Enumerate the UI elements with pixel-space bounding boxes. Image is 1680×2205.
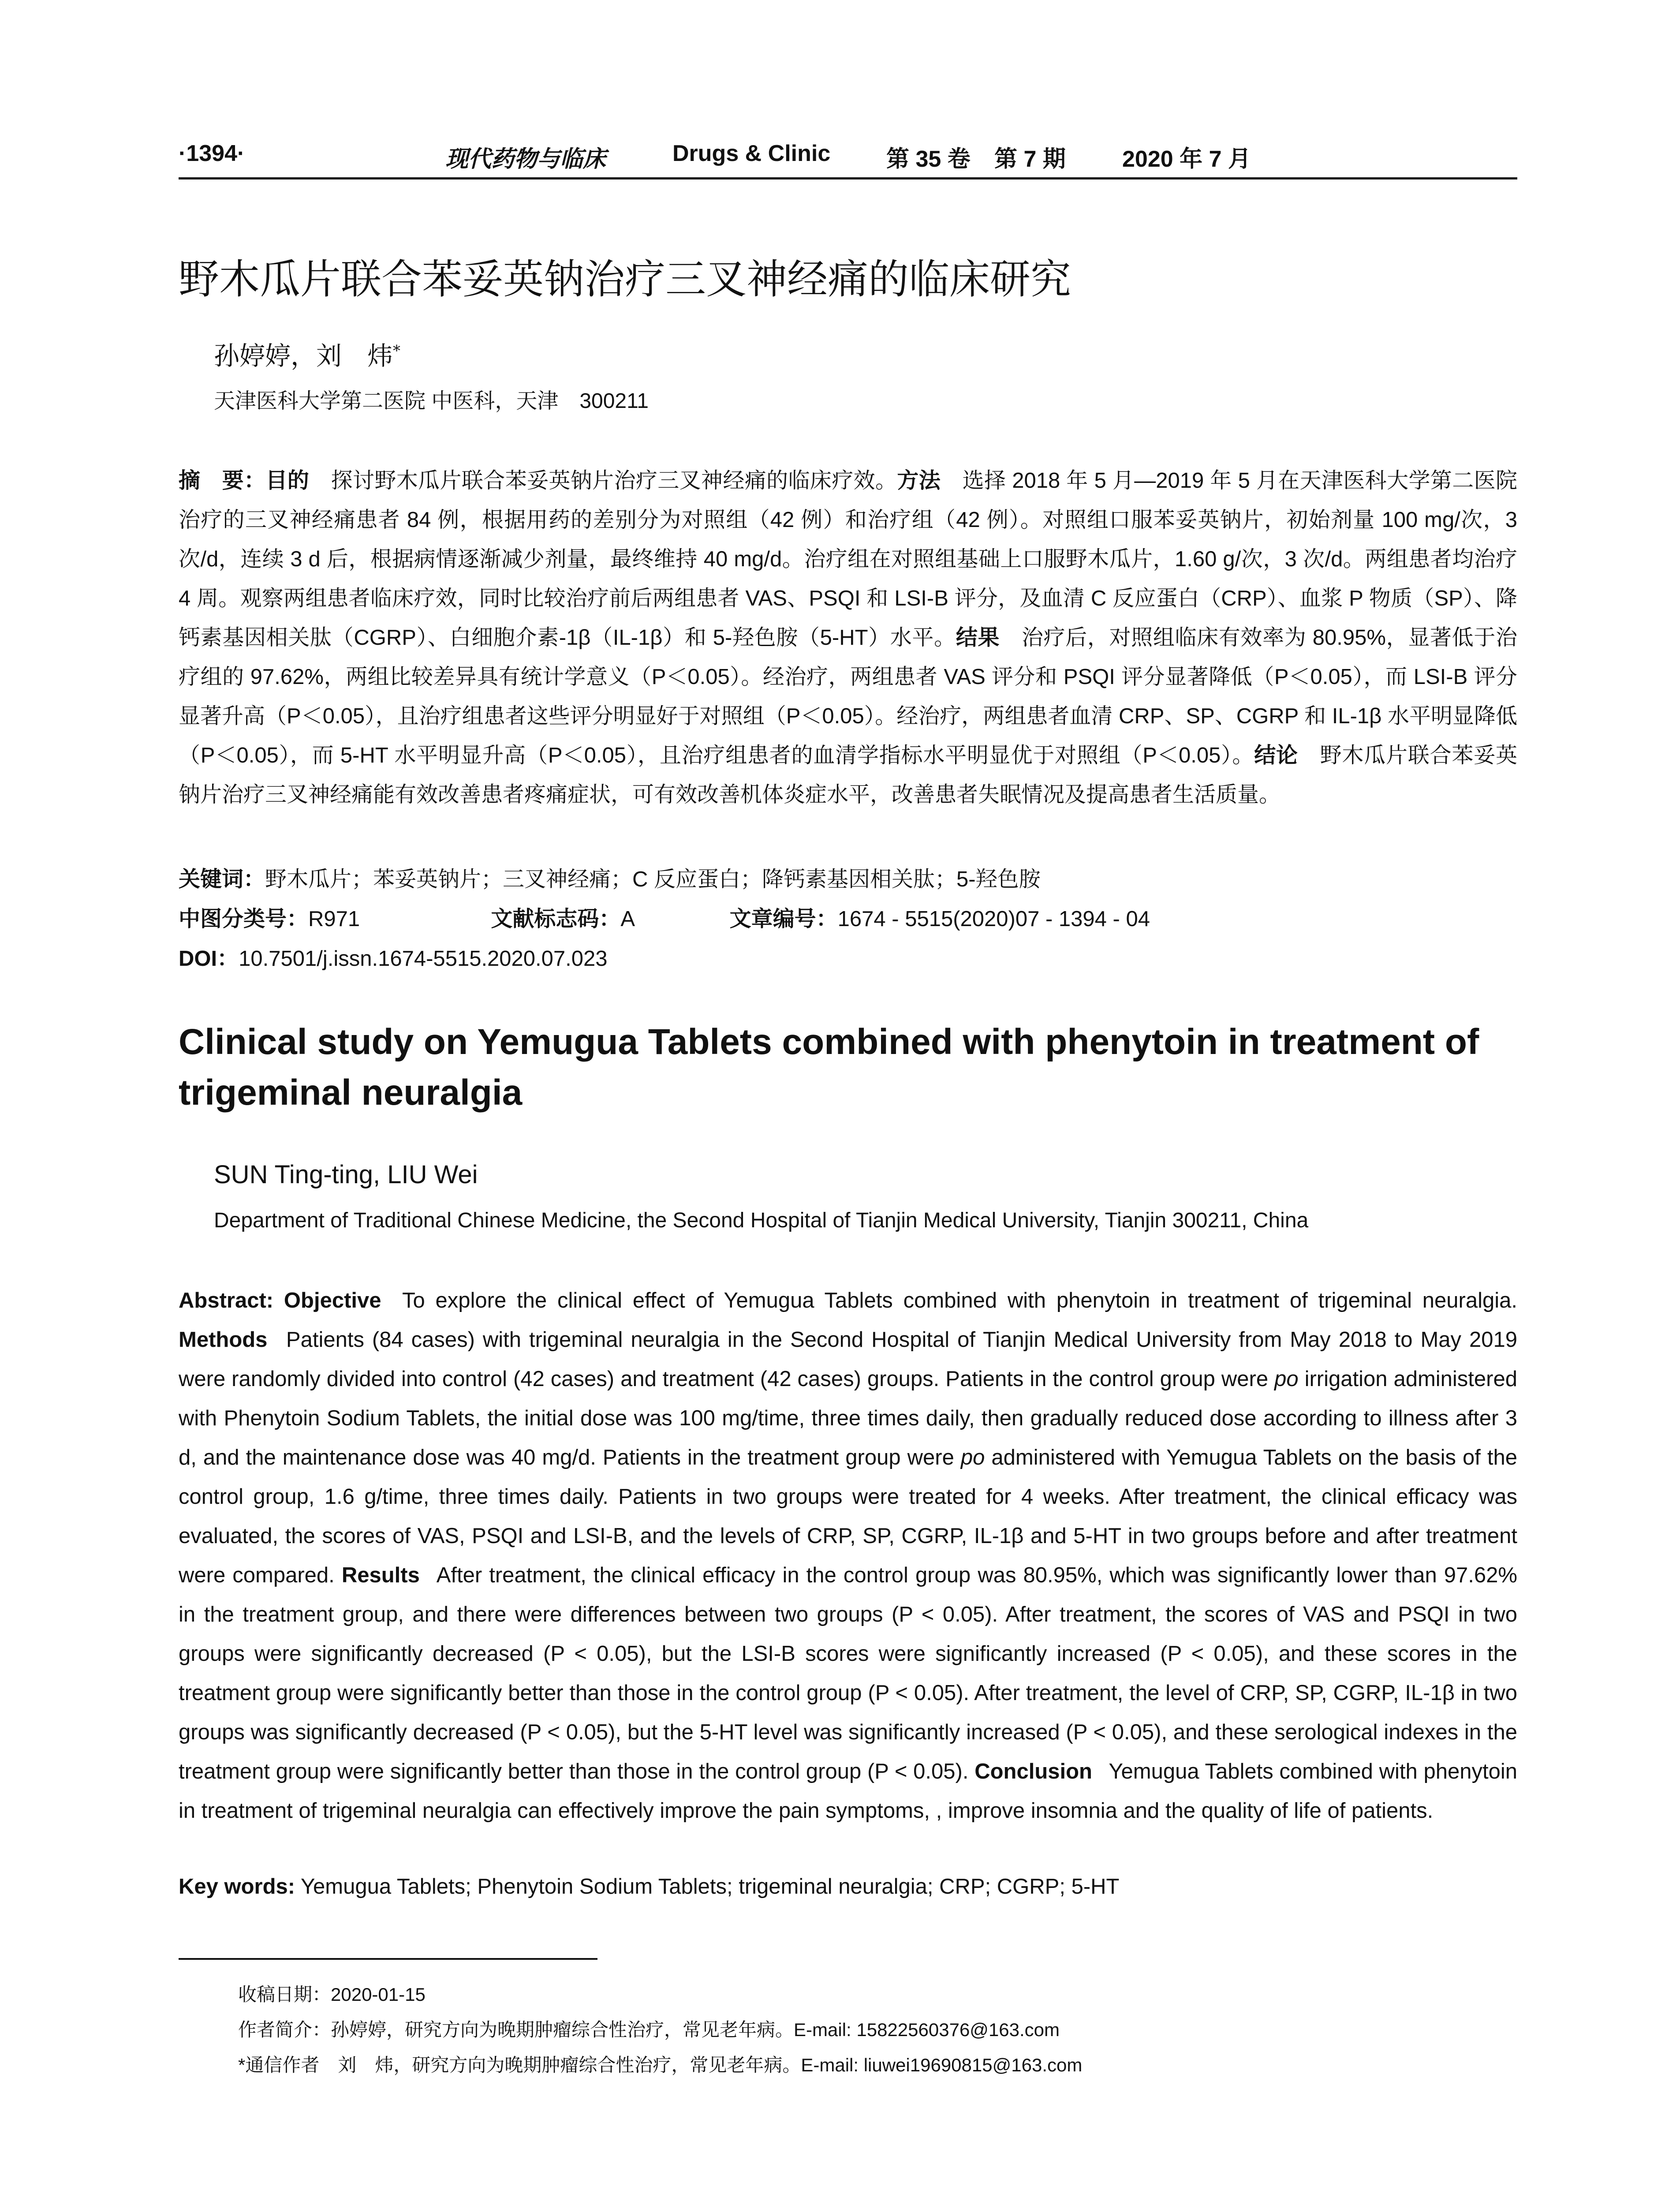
author-bio-text: 孙婷婷，研究方向为晚期肿瘤综合性治疗，常见老年病。E-mail: 15822560376@163.com <box>331 2019 1060 2040</box>
keywords-en <box>179 1874 1119 1899</box>
methods-cn: 选择 2018 年 5 月—2019 年 5 月在天津医科大学第二医院治疗的三叉神经痛患者 84 例，根据用药的差别分为对照组（42 例）和治疗组（42 例）。对照组口服苯妥英钠片，初始剂量 100 mg/次，3 次/d，连续 3 d 后，根据病情逐渐减少剂量，最终维持 40 mg/d。治疗组在对照组基础上口服野木瓜片，1.60 g/次，3 次/d。两组患者均治疗 4 周。观察两组患者临床疗效，同时比较治疗前后两组患者 VAS、PSQI 和 LSI-B 评分，及血清 C 反应蛋白（CRP）、血浆 P 物质（SP）、降钙素基因相关肽（CGRP）、白细胞介素-1β（IL-1β）和 5-羟色胺（5-HT）水平。 <box>179 469 1517 650</box>
results-cn-label: 结果 <box>956 626 1000 650</box>
author-bio <box>238 2015 1060 2042</box>
keywords-cn <box>179 862 1041 893</box>
results-en: After treatment, the clinical efficacy in the control group was 80.95%, which was significantly lower than 97.62% in the treatment group, and there were differences between two groups (P < 0.05). After treatment, the scores of VAS and PSQI in two groups were significantly decreased (P < 0.05), but the LSI-B scores were significantly increased (P < 0.05), and these scores in the treatment group were significantly better than those in the control group (P < 0.05). After treatment, the level of CRP, SP, CGRP, IL-1β in two groups was significantly decreased (P < 0.05), but the 5-HT level was significantly increased (P < 0.05), and these serological indexes in the treatment group were significantly better than those in the control group (P < 0.05). <box>179 1563 1517 1783</box>
methods-en-part2: irrigation administered with Phenytoin Sodium Tablets, the initial dose was 100 mg/time, three times daily, then gradually reduced dose according to illness after 3 d, and the maintenance dose was 40 mg/d. Patients in the treatment group were <box>179 1367 1517 1469</box>
abstract-en <box>179 1281 1517 1831</box>
authors-cn <box>214 335 400 372</box>
journal-issue: 第 7 期 <box>994 146 1066 172</box>
abstract-en-label: Abstract: <box>179 1289 274 1312</box>
page-number: ·1394· <box>179 141 245 166</box>
abstract-cn <box>179 461 1517 815</box>
journal-name-en: Drugs & Clinic <box>672 141 831 166</box>
journal-name-cn: 现代药物与临床 <box>445 146 606 172</box>
objective-cn: 探讨野木瓜片联合苯妥英钠片治疗三叉神经痛的临床疗效。 <box>331 469 897 493</box>
methods-en-part1: Patients (84 cases) with trigeminal neuralgia in the Second Hospital of Tianjin Medical University from May 2018 to May 2019 were randomly divided into control (42 cases) and treatment (42 cases) groups. Patients in the control group were <box>179 1328 1517 1391</box>
doi-line <box>179 942 608 972</box>
journal-date: 2020 年 7 月 <box>1122 146 1251 172</box>
affiliation-cn: 天津医科大学第二医院 中医科，天津 300211 <box>214 389 649 413</box>
authors-cn-names: 孙婷婷，刘 炜 <box>214 341 393 371</box>
results-cn: 治疗后，对照组临床有效率为 80.95%，显著低于治疗组的 97.62%，两组比较差异具有统计学意义（P＜0.05）。经治疗，两组患者 VAS 评分和 PSQI 评分显著降低（P＜0.05），而 LSI-B 评分显著升高（P＜0.05），且治疗组患者这些评分明显好于对照组（P＜0.05）。经治疗，两组患者血清 CRP、SP、CGRP 和 IL-1β 水平明显降低（P＜0.05），而 5-HT 水平明显升高（P＜0.05），且治疗组患者的血清学指标水平明显优于对照组（P＜0.05）。 <box>179 626 1517 767</box>
title-cn: 野木瓜片联合苯妥英钠治疗三叉神经痛的临床研究 <box>179 256 1071 303</box>
doi-label: DOI： <box>179 947 239 971</box>
doc-code-value: A <box>620 907 634 931</box>
corresponding-text: 刘 炜，研究方向为晚期肿瘤综合性治疗，常见老年病。E-mail: liuwei19690815@163.com <box>338 2055 1083 2075</box>
doi-value: 10.7501/j.issn.1674-5515.2020.07.023 <box>239 947 608 971</box>
conclusion-cn-label: 结论 <box>1254 744 1298 767</box>
article-no-label: 文章编号： <box>729 907 838 931</box>
objective-cn-label: 目的 <box>265 469 310 493</box>
clc-label: 中图分类号： <box>179 907 309 931</box>
methods-en-label: Methods <box>179 1328 268 1352</box>
abstract-cn-label: 摘 要： <box>179 469 266 493</box>
conclusion-cn: 野木瓜片联合苯妥英钠片治疗三叉神经痛能有效改善患者疼痛症状，可有效改善机体炎症水平，改善患者失眠情况及提高患者生活质量。 <box>179 744 1517 807</box>
footnote-rule <box>179 1958 597 1960</box>
po-term: po <box>960 1446 985 1469</box>
conclusion-en: Yemugua Tablets combined with phenytoin in treatment of trigeminal neuralgia can effectively improve the pain symptoms, , improve insomnia and the quality of life of patients. <box>179 1760 1517 1823</box>
authors-en: SUN Ting-ting, LIU Wei <box>214 1160 478 1189</box>
objective-en-label: Objective <box>284 1289 381 1312</box>
received-date: 收稿日期：2020-01-15 <box>238 1984 426 2005</box>
po-term: po <box>1274 1367 1299 1391</box>
classification-line <box>179 902 1150 933</box>
affiliation-en: Department of Traditional Chinese Medicine, the Second Hospital of Tianjin Medical University, Tianjin 300211, China <box>214 1209 1309 1232</box>
journal-volume: 第 35 卷 <box>886 146 971 172</box>
conclusion-en-label: Conclusion <box>974 1760 1092 1783</box>
results-en-label: Results <box>341 1563 420 1587</box>
author-bio-label: 作者简介： <box>238 2019 331 2040</box>
header-rule <box>179 177 1517 179</box>
article-no-value: 1674 - 5515(2020)07 - 1394 - 04 <box>837 907 1150 931</box>
keywords-cn-label: 关键词： <box>179 867 265 891</box>
methods-en-part3: administered with Yemugua Tablets on the basis of the control group, 1.6 g/time, three times daily. Patients in two groups were treated for 4 weeks. After treatment, the clinical efficacy was evaluated, the scores of VAS, PSQI and LSI-B, and the levels of CRP, SP, CGRP, IL-1β and 5-HT in two groups before and after treatment were compared. <box>179 1446 1517 1587</box>
corresponding-label: *通信作者 <box>238 2055 320 2075</box>
keywords-cn-text: 野木瓜片；苯妥英钠片；三叉神经痛；C 反应蛋白；降钙素基因相关肽；5-羟色胺 <box>265 867 1041 891</box>
keywords-en-label: Key words: <box>179 1875 295 1899</box>
corresponding-marker: * <box>393 342 401 360</box>
objective-en: To explore the clinical effect of Yemugua Tablets combined with phenytoin in treatment of trigeminal neuralgia. <box>402 1289 1517 1312</box>
corresponding-author <box>238 2051 1082 2077</box>
title-en: Clinical study on Yemugua Tablets combined with phenytoin in treatment of trigeminal neuralgia <box>179 1022 1479 1113</box>
keywords-en-text: Yemugua Tablets; Phenytoin Sodium Tablets; trigeminal neuralgia; CRP; CGRP; 5-HT <box>300 1875 1120 1899</box>
doc-code-label: 文献标志码： <box>491 907 621 931</box>
methods-cn-label: 方法 <box>897 469 941 493</box>
clc-value: R971 <box>308 907 360 931</box>
